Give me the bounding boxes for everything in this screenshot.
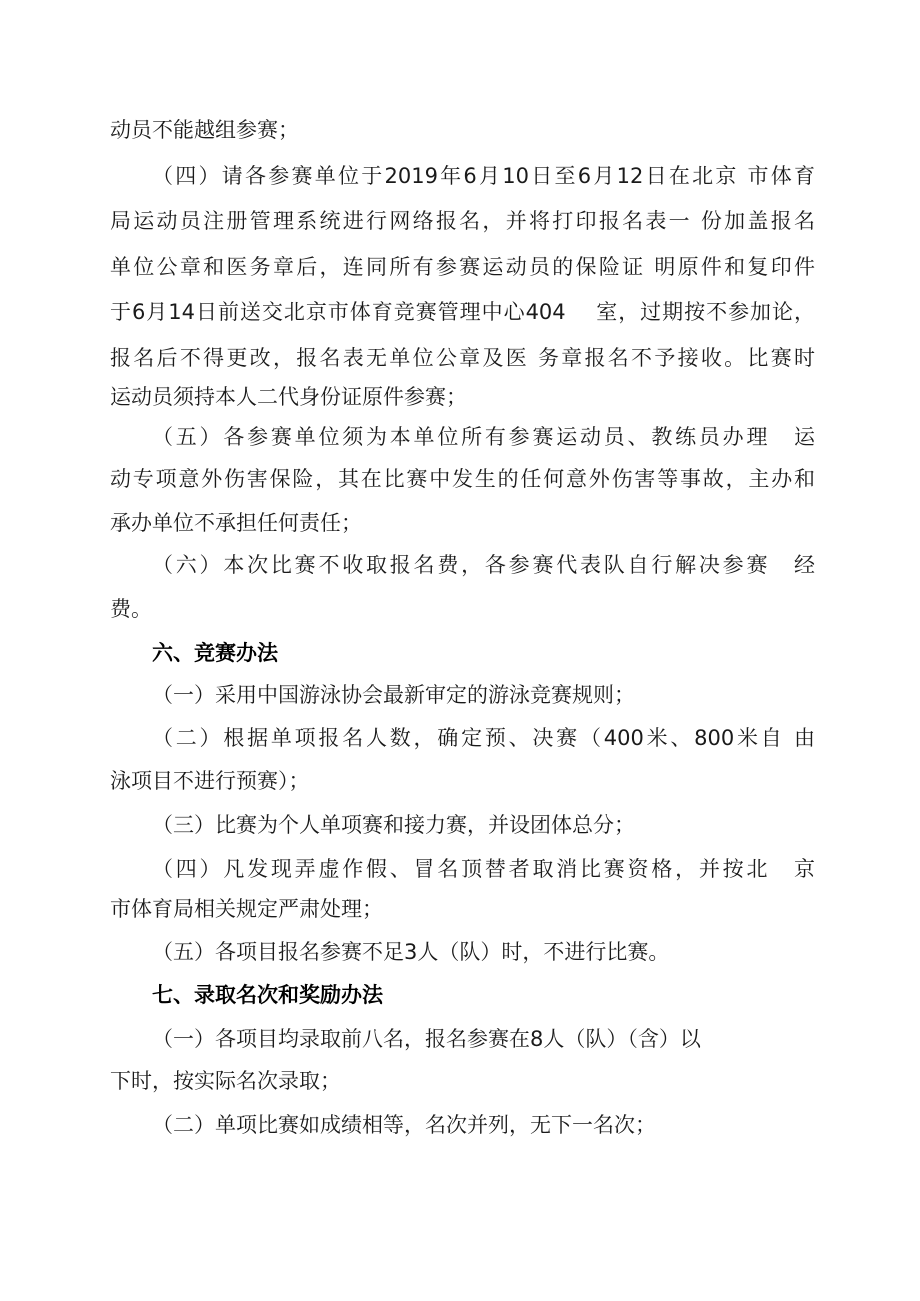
text-line: 单位公章和医务章后，连同所有参赛运动员的保险证 明原件和复印件 — [110, 255, 815, 279]
text-line: （五）各参赛单位须为本单位所有参赛运动员、教练员办理 运 — [152, 425, 815, 449]
section-heading: 六、竞赛办法 — [152, 641, 278, 665]
text-line: 局运动员注册管理系统进行网络报名，并将打印报名表一 份加盖报名 — [110, 209, 815, 233]
text-line: （四）请各参赛单位于2019年6月10日至6月12日在北京 市体育 — [152, 164, 815, 188]
text-line: （五）各项目报名参赛不足3人（队）时，不进行比赛。 — [152, 940, 670, 964]
text-line: （二）根据单项报名人数，确定预、决赛（400米、800米自 由 — [152, 726, 815, 750]
text-line: 报名后不得更改，报名表无单位公章及医 务章报名不予接收。比赛时 — [110, 346, 815, 370]
text-line: 泳项目不进行预赛）； — [110, 769, 310, 793]
text-line: （一）各项目均录取前八名，报名参赛在8人（队）（含）以 — [152, 1027, 701, 1051]
text-line: 于6月14日前送交北京市体育竞赛管理中心404 室，过期按不参加论， — [110, 300, 815, 324]
text-line: （二）单项比赛如成绩相等，名次并列，无下一名次； — [152, 1113, 656, 1137]
text-line: 下时，按实际名次录取； — [110, 1069, 341, 1093]
text-line: 运动员须持本人二代身份证原件参赛； — [110, 385, 467, 409]
text-line: 市体育局相关规定严肃处理； — [110, 897, 383, 921]
section-heading: 七、录取名次和奖励办法 — [152, 983, 383, 1007]
text-line: 承办单位不承担任何责任； — [110, 511, 362, 535]
text-line: （六）本次比赛不收取报名费，各参赛代表队自行解决参赛 经 — [152, 553, 815, 577]
text-line: （四）凡发现弄虚作假、冒名顶替者取消比赛资格，并按北 京 — [152, 857, 815, 881]
text-line: 费。 — [110, 597, 152, 621]
text-line: 动员不能越组参赛； — [110, 118, 299, 142]
text-line: （一）采用中国游泳协会最新审定的游泳竞赛规则； — [152, 683, 635, 707]
text-line: 动专项意外伤害保险，其在比赛中发生的任何意外伤害等事故，主办和 — [110, 467, 815, 491]
text-line: （三）比赛为个人单项赛和接力赛，并设团体总分； — [152, 813, 635, 837]
